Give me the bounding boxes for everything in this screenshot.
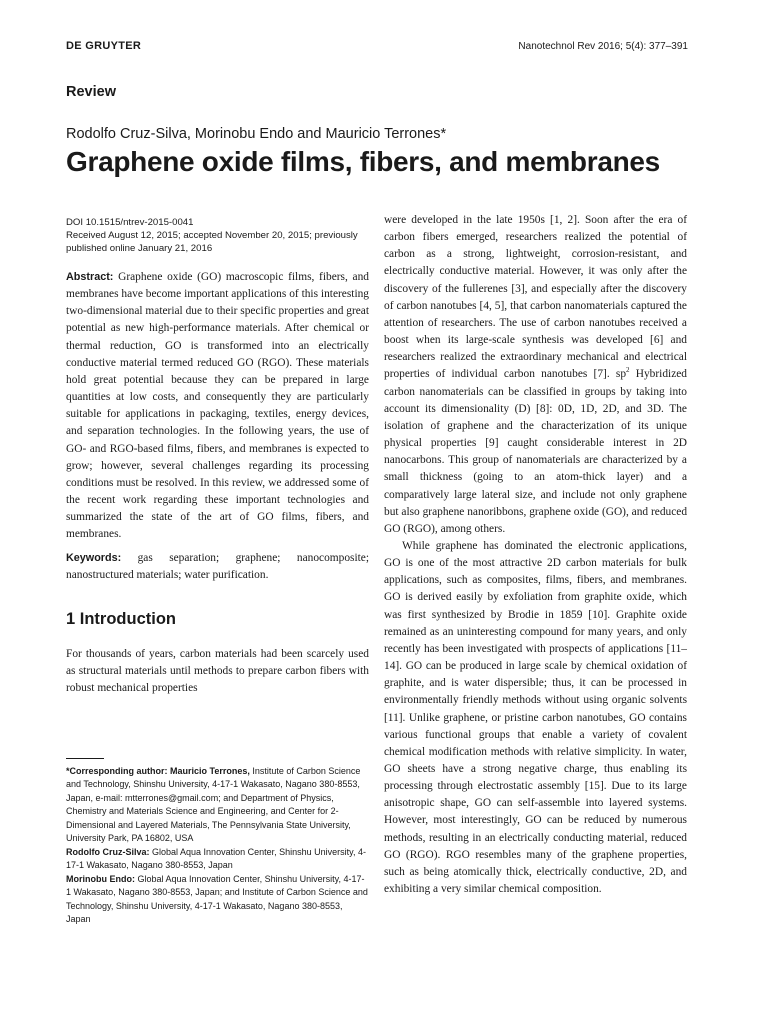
superscript: 2 [626,366,630,375]
left-column [66,216,369,697]
footnote-affiliation: Global Aqua Innovation Center, Shinshu University, 4-17-1 Wakasato, Nagano 380-8553, Japan [66,846,366,871]
keywords [66,550,369,584]
author-list: Rodolfo Cruz-Silva, Morinobu Endo and Mauricio Terrones* [66,126,447,142]
footnote-author [66,873,369,927]
footnote-author [66,846,369,873]
article-metadata [66,216,369,255]
publication-dates: Received August 12, 2015; accepted November 20, 2015; previously published online January 21, 2016 [66,230,358,254]
right-column [384,212,687,898]
keywords-text: gas separation; graphene; nanocomposite; nanostructured materials; water purification. [66,551,369,581]
footnote-affiliation: Global Aqua Innovation Center, Shinshu University, 4-17-1 Wakasato, Nagano 380-8553, Japan; and Institute of Carbon Science and Technology, Shinshu University, 4-17-1 Wakasato, Nagano 380-8553, Japan [66,873,368,924]
keywords-label: Keywords: [66,551,122,564]
journal-reference: Nanotechnol Rev 2016; 5(4): 377–391 [518,41,688,52]
abstract-label: Abstract: [66,271,114,283]
introduction-heading: 1 Introduction [66,609,176,628]
footnote-corresponding-author [66,765,369,846]
page-header [66,40,688,58]
body-paragraph: While graphene has dominated the electronic applications, GO is one of the most attractive 2D carbon materials for bulk applications, such as composites, films, fibers, and membranes. GO is derived easily by exfoliation from graphite oxide, which was first synthesized by Brodie in 1859 [10]. Graphite oxide remained as an uninteresting compound for many years, and only recently has been investigated with prospects of applications [11–14]. GO can be produced in large scale by chemical oxidation of graphite, and is water dispersible; thus, it can be processed in environmentally friendly methods without using organic solvents [11]. Unlike graphene, or pristine carbon nanotubes, GO contains various functional groups that enable a variety of covalent chemical modification methods with relative simplicity. In water, GO sheets have a strong negative charge, thus enabling its processing through electrostatic assembly [15]. Due to its large anisotropic shape, GO can self-assemble into layered systems. However, most interestingly, GO can be reduced by numerous methods, resulting in an electrically conducting material, reduced GO (RGO). RGO resembles many of the graphene properties, such as being atomically thick, electrically conductive, 2D, and exhibiting a very similar chemical composition. [384,539,687,896]
body-text-segment: Hybridized carbon nanomaterials can be classified in groups by taking into account its dimensionality (D) [8]: 0D, 1D, 2D, and 3D. The isolation of graphene and the characterization of its unique physical properties [9] caught considerable interest in 2D nanocarbons. This group of nanomaterials are characterized by a small thickness (going to an atom-thick layer) and a comparatively large lateral size, and include not only graphene but also graphene nanoribbons, graphene oxide (GO), and reduced GO (RGO), among others. [384,368,688,535]
abstract-text: Graphene oxide (GO) macroscopic films, fibers, and membranes have become important applications of this interesting two-dimensional material due to their specific properties and great potential as new high-performance materials. After chemical or thermal reduction, GO is transformed into an electrically conductive material termed reduced GO (RGO). These materials hold great potential because they can be prepared in large quantities at low costs, and consequently they are particularly suitable for applications in packaging, textiles, energy devices, and separation technologies. In the following years, the use of GO- and RGO-based films, fibers, and membranes is expected to grow; however, several challenges regarding its processing conditions must be resolved. In this review, we addressed some of the recent work regarding these important technologies and summarized the state of the art of GO films, fibers, and membranes. [66,271,370,541]
doi: DOI 10.1515/ntrev-2015-0041 [66,217,194,228]
email-link[interactable]: Institute of Carbon Science and Technology, Shinshu University, 4-17-1 Wakasato, Nagano 380-8553, Japan, e-mail: mtterrones@gmail.com; and Department of Physics, Chemistry and Materials Science and Engineering, and Center for 2-Dimensional and Layered Materials, The Pennsylvania State University, University Park, PA 16802, USA [66,766,361,844]
footnote-label: Morinobu Endo: [66,873,135,884]
abstract [66,269,369,544]
article-title: Graphene oxide films, fibers, and membranes [66,146,660,177]
publisher-name: DE GRUYTER [66,40,142,52]
body-text-segment: were developed in the late 1950s [1, 2]. Soon after the era of carbon fibers emerged, researchers realized the potential of carbon as a strong, lightweight, corrosion-resistant, and electrically conductive material. However, it was only after the discovery of the fullerenes [3], and especially after the discovery of carbon nanotubes [4, 5], that carbon nanomaterials captured the attention of researchers. The use of carbon nanotubes received a boost when its large-scale synthesis was developed [6] and researchers realized the extraordinary mechanical and electrical properties of individual carbon nanotubes [7]. sp [384,214,687,381]
footnote-label: Rodolfo Cruz-Silva: [66,846,150,857]
body-paragraph [384,212,687,538]
article-type-label: Review [66,84,116,100]
introduction-paragraph: For thousands of years, carbon materials had been scarcely used as structural materials until methods to prepare carbon fibers with robust mechanical properties [66,647,369,695]
footnote-label: *Corresponding author: Mauricio Terrones, [66,766,250,776]
footnote-divider [66,758,104,759]
author-footnotes [66,765,369,926]
